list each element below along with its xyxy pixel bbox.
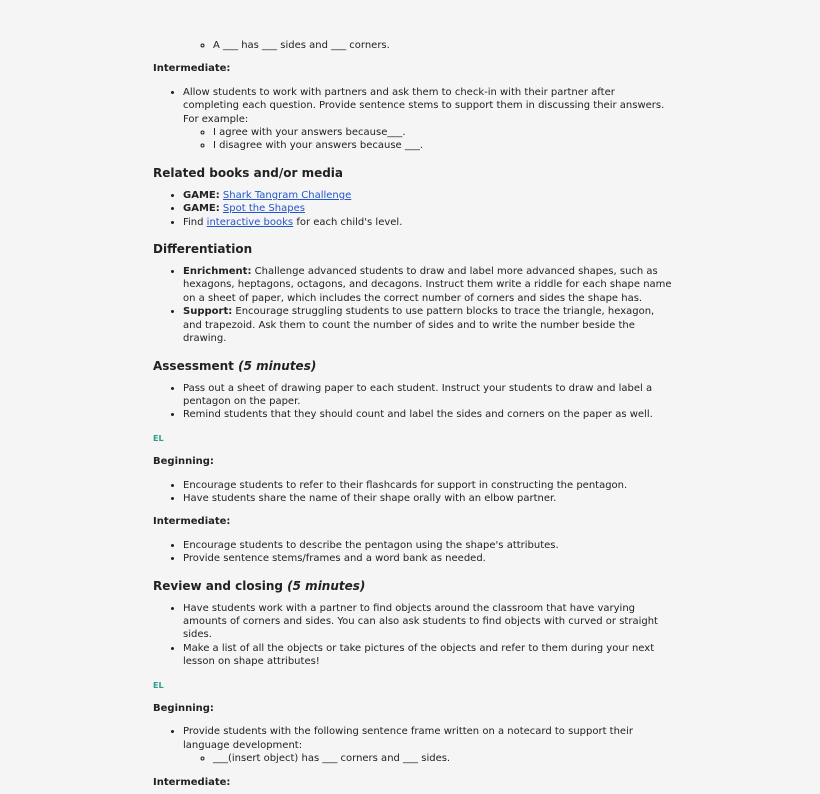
beginning-heading: Beginning: — [153, 456, 214, 468]
list-item — [183, 305, 673, 345]
beginning-list — [153, 479, 673, 506]
list-item: • Make a list of all the objects or take pictures of the objects and refer to them during your next lesson on shape attributes! — [183, 642, 673, 669]
list-item: • Have students work with a partner to find objects around the classroom that have varying amounts of corners and sides. You can also ask students to find objects with curved or straight sides. — [183, 602, 673, 642]
intermediate-list — [153, 539, 673, 566]
list-item — [183, 725, 673, 765]
heading-duration: (5 minutes) — [287, 578, 366, 593]
list-item: • Have students share the name of their shape orally with an elbow partner. — [183, 492, 673, 505]
review-heading — [153, 578, 673, 594]
list-item: • Provide sentence stems/frames and a word bank as needed. — [183, 552, 673, 565]
list-item-text: Provide students with the following sentence frame written on a notecard to support their language development: — [183, 726, 633, 751]
lesson-content — [153, 39, 673, 794]
differentiation-list — [153, 265, 673, 345]
review-list — [153, 602, 673, 669]
list-item: ◦ ___(insert object) has ___ corners and ___ sides. — [213, 752, 673, 765]
list-item: • Pass out a sheet of drawing paper to each student. Instruct your students to draw and label a pentagon on the paper. — [183, 382, 673, 409]
find-text: Find — [183, 216, 207, 228]
related-heading: Related books and/or media — [153, 165, 344, 180]
list-item — [183, 265, 673, 305]
enrichment-label: Enrichment: — [183, 266, 252, 278]
beginning-heading: Beginning: — [153, 703, 214, 714]
heading-duration: (5 minutes) — [238, 358, 317, 373]
list-item: • Encourage students to refer to their flashcards for support in constructing the pentagon. — [183, 479, 673, 492]
intermediate-heading-cut: Intermediate: — [153, 776, 231, 788]
list-item-text: Allow students to work with partners and ask them to check-in with their partner after completing each question. Provide sentence stems to support them in discussing their answers. For example: — [183, 86, 665, 125]
assessment-list — [153, 382, 673, 422]
assessment-heading — [153, 358, 673, 374]
support-text: Encourage struggling students to use pattern blocks to trace the triangle, hexagon, and trapezoid. Ask them to count the number of sides and to write the number beside the drawing. — [183, 306, 655, 345]
intermediate-heading: Intermediate: — [153, 516, 231, 528]
list-item: ◦ I disagree with your answers because ___. — [213, 139, 673, 152]
interactive-books-link[interactable]: interactive books — [206, 216, 294, 228]
heading-text: Review and closing — [153, 578, 288, 593]
sub-list — [183, 752, 673, 765]
spot-shapes-link[interactable]: Spot the Shapes — [222, 203, 305, 215]
el-label: EL — [153, 680, 164, 690]
list-item: • Encourage students to describe the pentagon using the shape's attributes. — [183, 539, 673, 552]
list-item: • Remind students that they should count and label the sides and corners on the paper as well. — [183, 408, 673, 421]
intermediate-list — [153, 86, 673, 153]
list-item: ◦ I agree with your answers because___. — [213, 126, 673, 139]
sub-list — [183, 126, 673, 153]
support-label: Support: — [183, 306, 233, 318]
heading-text: Assessment — [153, 358, 239, 373]
list-item — [183, 216, 673, 229]
intermediate-heading: Intermediate: — [153, 63, 231, 75]
list-item — [183, 189, 673, 202]
related-list — [153, 189, 673, 229]
differentiation-heading: Differentiation — [153, 242, 253, 257]
list-item: ◦ A ___ has ___ sides and ___ corners. — [213, 39, 673, 52]
list-item — [183, 202, 673, 215]
enrichment-text: Challenge advanced students to draw and label more advanced shapes, such as hexagons, heptagons, octagons, and decagons. Instruct them write a riddle for each shape name on a sheet of paper, which includes the correct number of corners and sides the shape has. — [183, 266, 672, 304]
find-text-end: for each child's level. — [293, 216, 403, 228]
beginning-list — [153, 725, 673, 765]
sub-list — [183, 39, 673, 52]
shark-tangram-link[interactable]: Shark Tangram Challenge — [222, 189, 352, 201]
game-label: GAME: — [183, 189, 220, 201]
list-item — [183, 86, 673, 153]
game-label: GAME: — [183, 203, 220, 215]
el-label: EL — [153, 433, 164, 443]
